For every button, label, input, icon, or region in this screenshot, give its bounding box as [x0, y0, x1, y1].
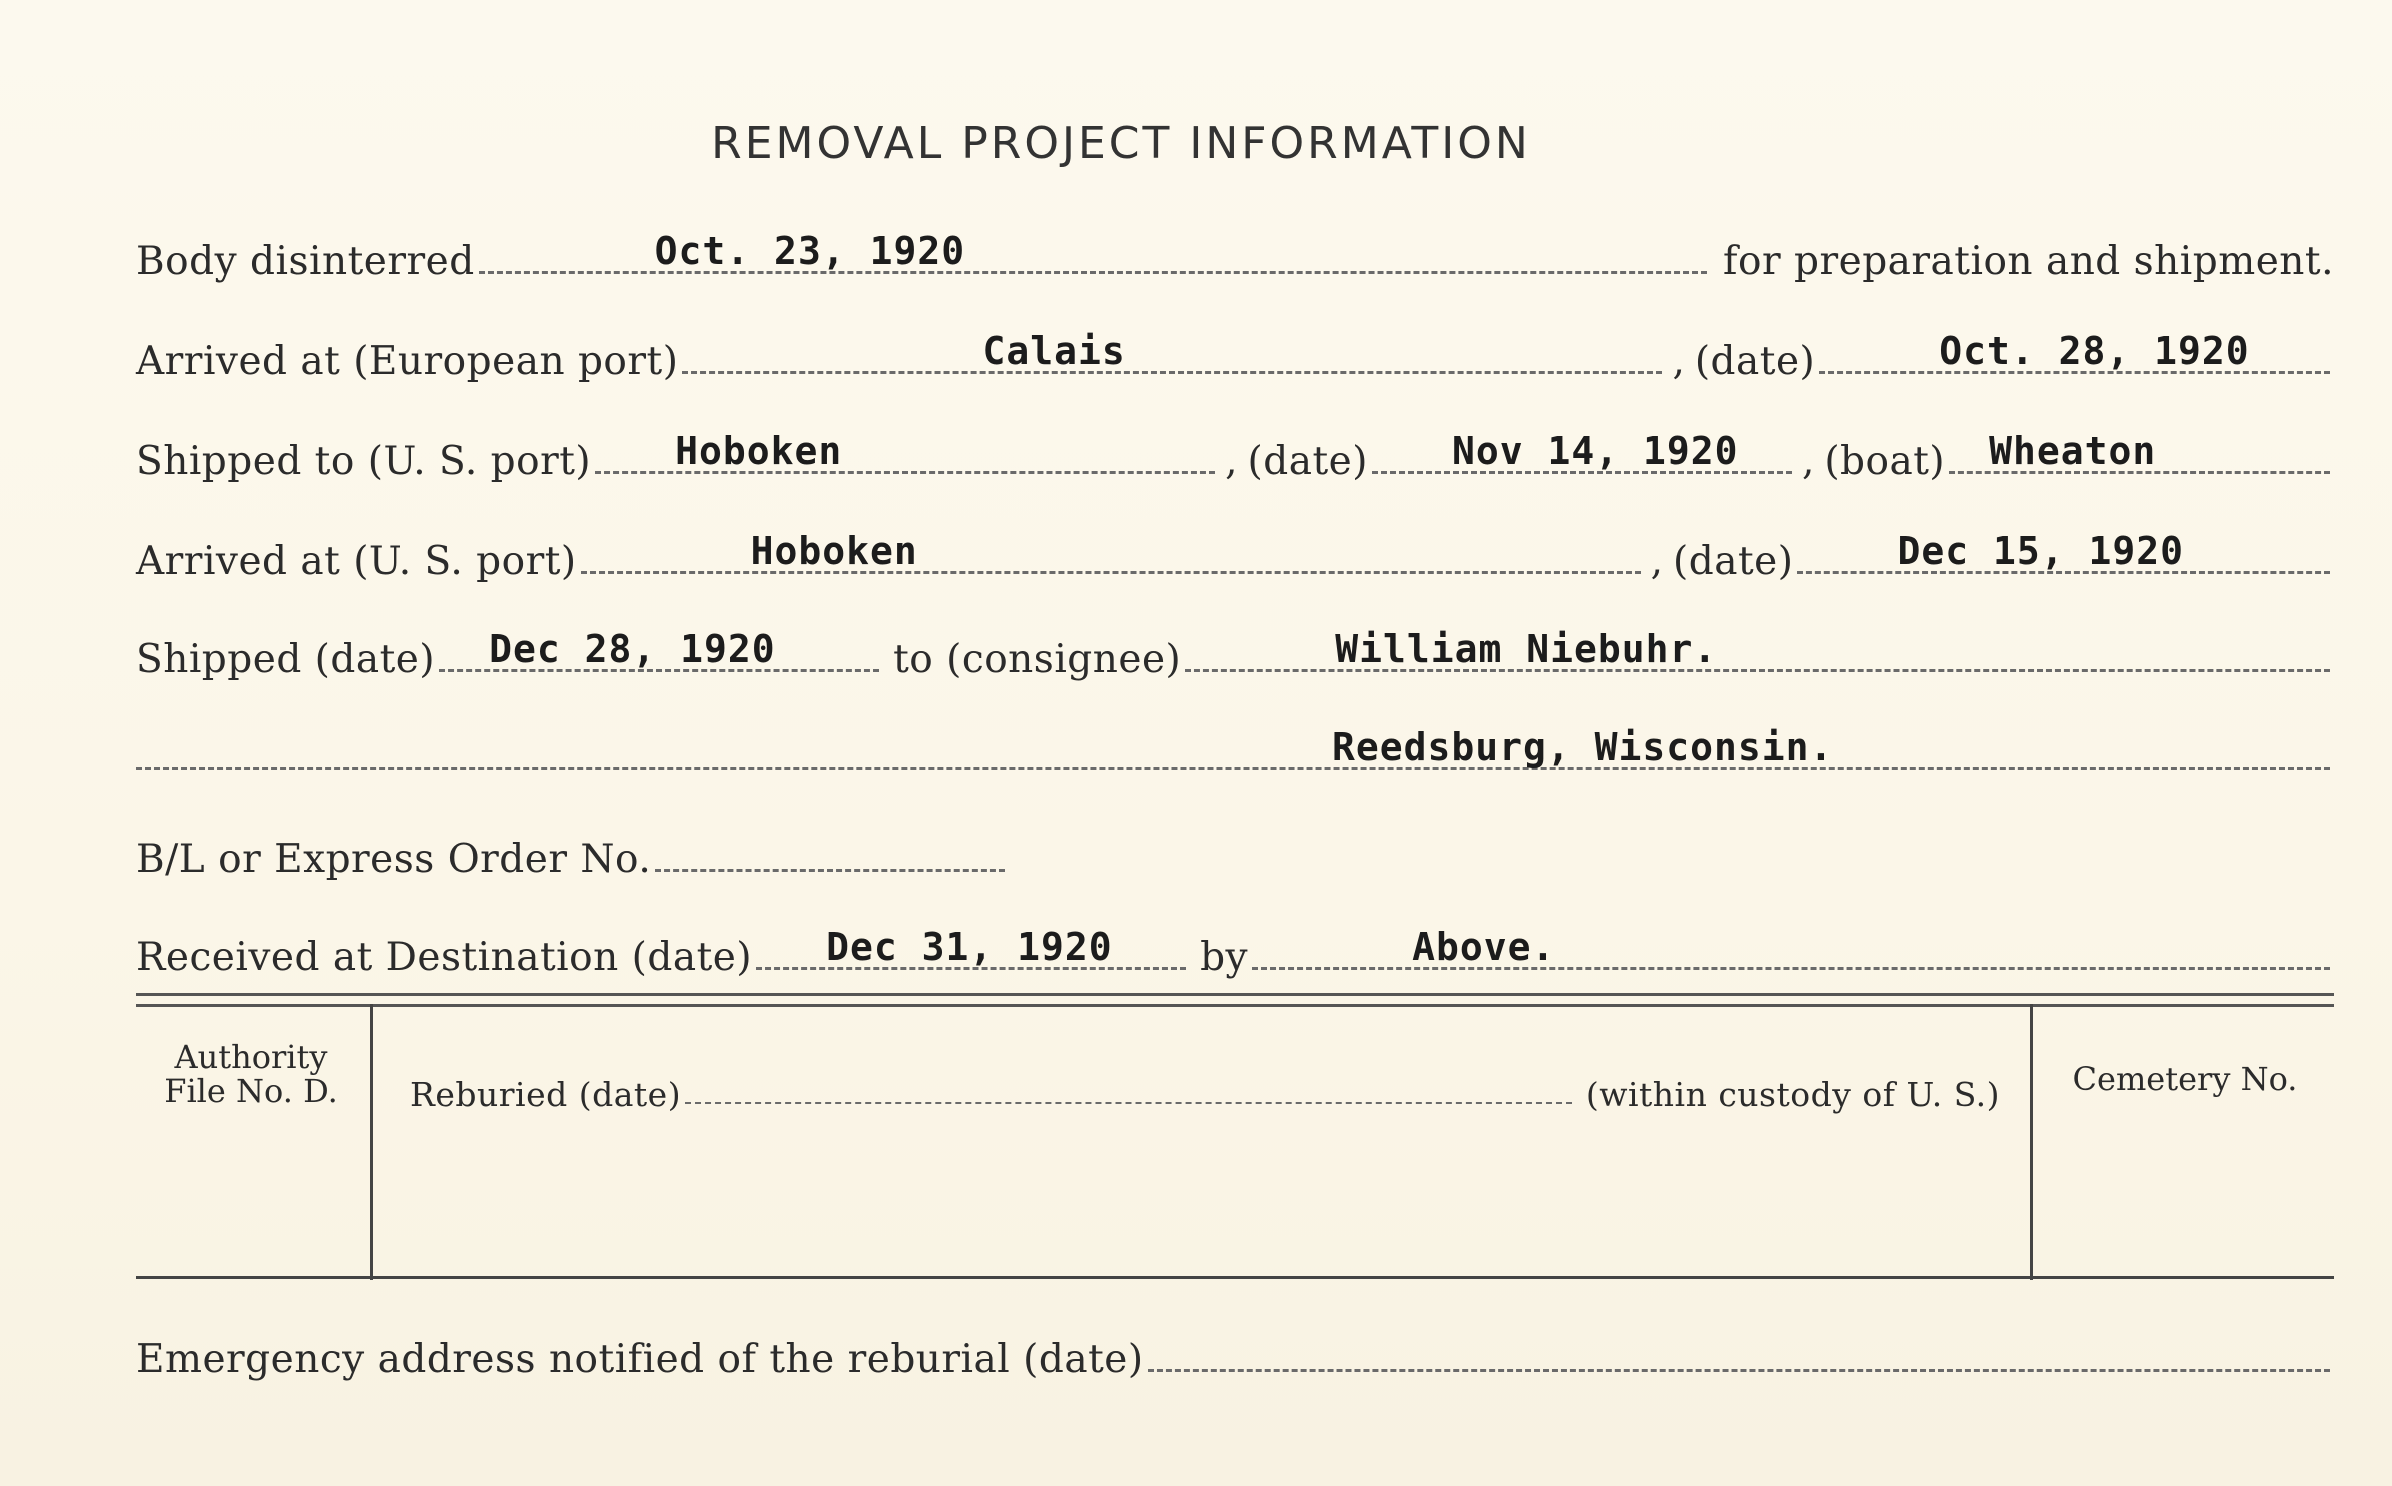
by-label: by: [1200, 935, 1249, 980]
shipped-us-date-field[interactable]: [1372, 415, 1792, 474]
consignee-field[interactable]: [1185, 613, 2330, 672]
consignee-label: to (consignee): [893, 637, 1182, 682]
custody-label: (within custody of U. S.): [1585, 1075, 2000, 1114]
table-bottom-rule: [136, 1276, 2334, 1279]
bl-field[interactable]: [655, 813, 1005, 872]
shipped-us-date-label: (date): [1247, 439, 1368, 484]
received-label: Received at Destination (date): [136, 935, 753, 980]
address-field[interactable]: [136, 711, 2330, 770]
body-disinterred-value: Oct. 23, 1920: [654, 229, 966, 273]
shipped-date-value: Dec 28, 1920: [489, 627, 776, 671]
reburied-date-field[interactable]: [685, 1062, 1572, 1104]
row-arrived-us: [136, 528, 2334, 588]
shipped-us-port-field[interactable]: [595, 415, 1215, 474]
shipped-us-label: Shipped to (U. S. port): [136, 439, 592, 484]
emergency-date-field[interactable]: [1148, 1313, 2330, 1372]
received-date-value: Dec 31, 1920: [826, 925, 1113, 969]
reburied-label: Reburied (date): [410, 1075, 682, 1114]
boat-field[interactable]: [1949, 415, 2330, 474]
card-title: REMOVAL PROJECT INFORMATION: [711, 118, 1531, 169]
comma: ,: [1650, 539, 1664, 584]
consignee-value: William Niebuhr.: [1335, 627, 1718, 671]
cemetery-no-label: Cemetery No.: [2072, 1060, 2298, 1098]
row-shipped: [136, 626, 2334, 686]
authority-file-label: Authority File No. D.: [164, 1038, 338, 1110]
shipped-us-boat-label: (boat): [1824, 439, 1946, 484]
comma: ,: [1225, 439, 1238, 484]
shipped-label: Shipped (date): [136, 637, 436, 682]
arrived-us-date-label: (date): [1673, 539, 1794, 584]
column-divider: [370, 1004, 373, 1280]
by-field[interactable]: [1252, 911, 2330, 970]
arrived-european-label: Arrived at (European port): [136, 339, 679, 384]
shipped-us-date-value: Nov 14, 1920: [1451, 429, 1739, 473]
body-disinterred-field[interactable]: [479, 215, 1707, 274]
boat-value: Wheaton: [1989, 429, 2157, 473]
row-shipped-us: [136, 428, 2334, 488]
address-value: Reedsburg, Wisconsin.: [1332, 725, 1834, 769]
body-disinterred-suffix: for preparation and shipment.: [1723, 239, 2334, 284]
column-divider: [2030, 1004, 2033, 1280]
european-port-value: Calais: [982, 329, 1126, 373]
row-body-disinterred: [136, 228, 2334, 288]
row-emergency: [136, 1326, 2334, 1386]
arrived-us-port-field[interactable]: [581, 515, 1641, 574]
emergency-label: Emergency address notified of the reburial (date): [136, 1337, 1144, 1382]
arrived-european-date-value: Oct. 28, 1920: [1939, 329, 2250, 373]
arrived-us-port-value: Hoboken: [750, 529, 918, 573]
arrived-us-date-value: Dec 15, 1920: [1897, 529, 2184, 573]
shipped-date-field[interactable]: [439, 613, 879, 672]
arrived-us-label: Arrived at (U. S. port): [136, 539, 577, 584]
european-port-field[interactable]: [682, 315, 1662, 374]
row-address: [136, 724, 2334, 784]
arrived-european-date-label: (date): [1694, 339, 1816, 384]
row-received: [136, 924, 2334, 984]
arrived-us-date-field[interactable]: [1797, 515, 2330, 574]
arrived-european-date-field[interactable]: [1819, 315, 2330, 374]
body-disinterred-label: Body disinterred: [136, 239, 475, 284]
comma: ,: [1801, 439, 1815, 484]
row-reburied: [410, 1058, 2000, 1118]
by-value: Above.: [1412, 925, 1556, 969]
double-rule: [136, 993, 2334, 1007]
shipped-us-port-value: Hoboken: [675, 429, 843, 473]
bl-label: B/L or Express Order No.: [136, 837, 652, 882]
row-arrived-european: [136, 328, 2334, 388]
comma: ,: [1672, 339, 1685, 384]
received-date-field[interactable]: [756, 911, 1186, 970]
row-bl: [136, 826, 2334, 886]
